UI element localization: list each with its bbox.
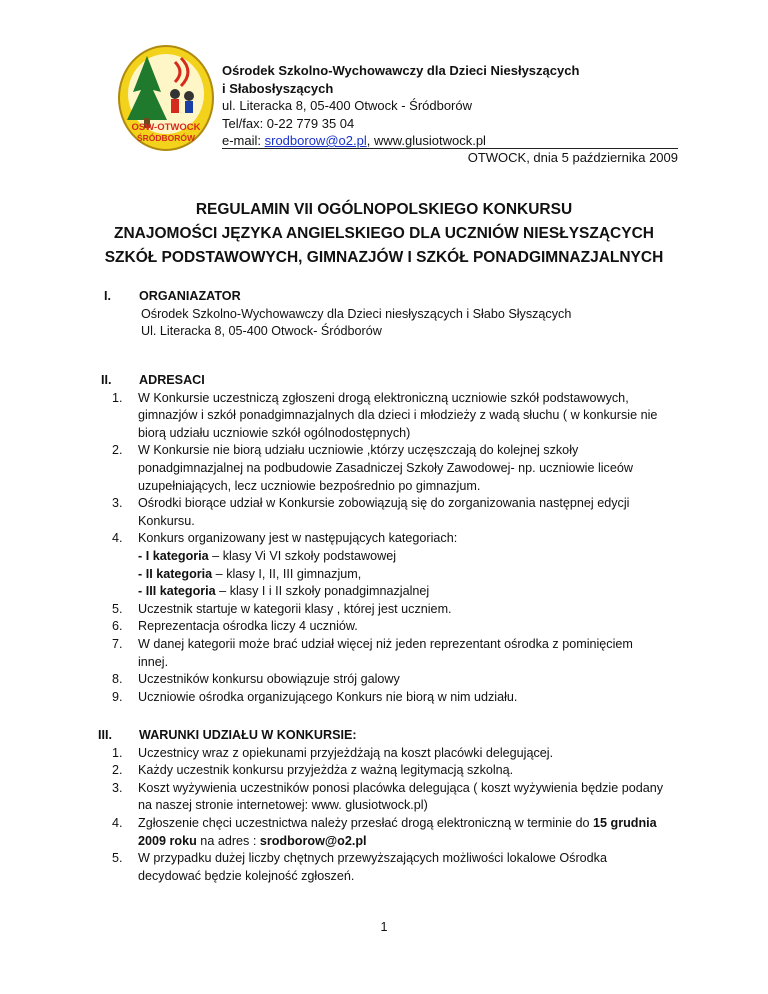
logo-text-bottom: ŚRÓDBORÓW xyxy=(136,133,196,143)
registration-text: na adres : xyxy=(196,833,260,848)
section-conditions xyxy=(40,727,730,885)
org-contact xyxy=(222,132,682,150)
org-address: ul. Literacka 8, 05-400 Otwock - Śródborów xyxy=(222,98,473,113)
deadline-date: 15 grudnia xyxy=(593,815,657,830)
email-link[interactable]: srodborow@o2.pl xyxy=(264,133,367,148)
registration-text: Zgłoszenie chęci uczestnictwa należy przesłać drogą elektroniczną w terminie do xyxy=(138,815,593,830)
item-text-line: Każdy uczestnik konkursu przyjeżdża z ważną legitymacją szkolną. xyxy=(138,763,514,778)
category-line xyxy=(138,583,730,601)
item-number: 2. xyxy=(112,763,123,778)
item-text-line: Ośrodki biorące udział w Konkursie zobowiązują się do zorganizowania następnej edycji xyxy=(138,496,630,511)
item-number: 5. xyxy=(112,601,123,616)
item-text-line: gimnazjów i szkół ponadgimnazjalnych dla dzieci i młodzieży z wadą słuchu ( w konkursie nie xyxy=(138,408,658,423)
header-date-row xyxy=(222,148,678,165)
header-info xyxy=(222,62,682,150)
item-number: 6. xyxy=(112,619,123,634)
item-number: 7. xyxy=(112,636,123,651)
item-text-line: Uczestnik startuje w kategorii klasy , której jest uczniem. xyxy=(138,601,452,616)
category-line xyxy=(138,548,730,566)
category-label: - I kategoria xyxy=(138,548,209,563)
school-logo xyxy=(117,44,215,152)
section-heading xyxy=(40,372,730,390)
item-text-line xyxy=(138,833,730,851)
title-line2: ZNAJOMOŚCI JĘZYKA ANGIELSKIEGO DLA UCZNIÓW NIESŁYSZĄCYCH xyxy=(114,225,654,242)
item-text-line: biorą udziału uczniowie szkół ogólnodostępnych) xyxy=(138,425,411,440)
page-number: 1 xyxy=(380,920,388,934)
category-line xyxy=(138,566,730,584)
email-label: e-mail: xyxy=(222,133,265,148)
organizer-address: Ul. Literacka 8, 05-400 Otwock- Śródborów xyxy=(141,324,382,339)
list-item xyxy=(40,780,730,815)
item-text-line: decydować będzie kolejność zgłoszeń. xyxy=(138,868,355,883)
org-telfax: Tel/fax: 0-22 779 35 04 xyxy=(222,115,355,131)
item-text-line: Koszt wyżywienia uczestników ponosi placówka delegująca ( koszt wyżywienia będzie podany xyxy=(138,780,664,795)
item-number: 1. xyxy=(112,390,123,405)
list-item xyxy=(40,689,730,707)
organizer-name: Ośrodek Szkolno-Wychowawczy dla Dzieci niesłyszących i Słabo Słyszących xyxy=(141,306,572,321)
conditions-list xyxy=(40,745,730,886)
list-item xyxy=(40,530,730,600)
item-text-line: Uczestników konkursu obowiązuje strój galowy xyxy=(138,672,400,687)
list-item xyxy=(40,495,730,530)
section-number: II. xyxy=(101,373,112,387)
item-text-line: Konkurs organizowany jest w następujących kategoriach: xyxy=(138,531,458,546)
item-text-line xyxy=(138,815,730,833)
document-date: OTWOCK, dnia 5 października 2009 xyxy=(467,150,678,165)
org-name-line1: Ośrodek Szkolno-Wychowawczy dla Dzieci Niesłyszących xyxy=(222,63,580,78)
item-text-line: innej. xyxy=(138,654,169,669)
item-number: 9. xyxy=(112,689,123,704)
logo-text-top: OSW-OTWOCK xyxy=(131,122,201,133)
document-title xyxy=(40,198,728,270)
list-item xyxy=(40,745,730,763)
item-text-line: Uczniowie ośrodka organizującego Konkurs nie biorą w nim udziału. xyxy=(138,689,518,704)
category-label: - II kategoria xyxy=(138,566,213,581)
list-item xyxy=(40,850,730,885)
item-text-line: Konkursu. xyxy=(138,513,195,528)
title-line1: REGULAMIN VII OGÓLNOPOLSKIEGO KONKURSU xyxy=(195,201,573,218)
section-number: I. xyxy=(104,289,111,303)
list-item xyxy=(40,618,730,636)
item-text-line: na naszej stronie internetowej: www. glusiotwock.pl) xyxy=(138,798,428,813)
item-number: 1. xyxy=(112,745,123,760)
list-item xyxy=(40,442,730,495)
deadline-year: 2009 roku xyxy=(138,833,197,848)
list-item xyxy=(40,671,730,689)
email-separator: , xyxy=(366,133,374,148)
item-text-line: W danej kategorii może brać udział więcej niż jeden reprezentant ośrodka z pominięciem xyxy=(138,636,633,651)
section-title: ORGANIAZATOR xyxy=(139,289,241,303)
section-title: ADRESACI xyxy=(139,373,205,387)
item-text-line: Uczestnicy wraz z opiekunami przyjeżdżają na koszt placówki delegującej. xyxy=(138,745,554,760)
item-number: 5. xyxy=(112,851,123,866)
item-text-line: W przypadku dużej liczby chętnych przewyższających możliwości lokalowe Ośrodka xyxy=(138,851,607,866)
category-label: - III kategoria xyxy=(138,584,216,599)
section-heading xyxy=(40,288,730,306)
item-number: 4. xyxy=(112,815,123,830)
website-text: www.glusiotwock.pl xyxy=(373,133,486,148)
item-text-line: W Konkursie uczestniczą zgłoszeni drogą elektroniczną uczniowie szkół podstawowych, xyxy=(138,390,629,405)
item-text-line: uzupełniających, lecz uczniowie bezpośrednio po gimnazjum. xyxy=(138,478,481,493)
section-organizer xyxy=(40,288,730,341)
section-heading xyxy=(40,727,730,745)
category-desc: – klasy Vi VI szkoły podstawowej xyxy=(208,548,397,563)
item-number: 2. xyxy=(112,443,123,458)
list-item xyxy=(40,601,730,619)
registration-email: srodborow@o2.pl xyxy=(259,833,367,848)
list-item xyxy=(40,815,730,850)
category-desc: – klasy I i II szkoły ponadgimnazjalnej xyxy=(215,584,430,599)
item-text-line: ponadgimnazjalnej na podbudowie Zasadniczej Szkoły Zawodowej- np. uczniowie liceów xyxy=(138,460,633,475)
item-text-line: Reprezentacja ośrodka liczy 4 uczniów. xyxy=(138,619,358,634)
section-number: III. xyxy=(98,728,112,742)
item-number: 3. xyxy=(112,780,123,795)
section-title: WARUNKI UDZIAŁU W KONKURSIE: xyxy=(139,728,357,742)
item-number: 8. xyxy=(112,672,123,687)
category-desc: – klasy I, II, III gimnazjum, xyxy=(212,566,362,581)
item-text-line: W Konkursie nie biorą udziału uczniowie ,którzy uczęszczają do kolejnej szkoły xyxy=(138,443,579,458)
list-item xyxy=(40,762,730,780)
item-number: 4. xyxy=(112,531,123,546)
list-item xyxy=(40,390,730,443)
item-number: 3. xyxy=(112,496,123,511)
list-item xyxy=(40,636,730,671)
org-name-line2: i Słabosłyszących xyxy=(222,80,334,96)
recipients-list xyxy=(40,390,730,707)
section-recipients xyxy=(40,372,730,706)
title-line3: SZKÓŁ PODSTAWOWYCH, GIMNAZJÓW I SZKÓŁ PONADGIMNAZJALNYCH xyxy=(104,249,664,266)
